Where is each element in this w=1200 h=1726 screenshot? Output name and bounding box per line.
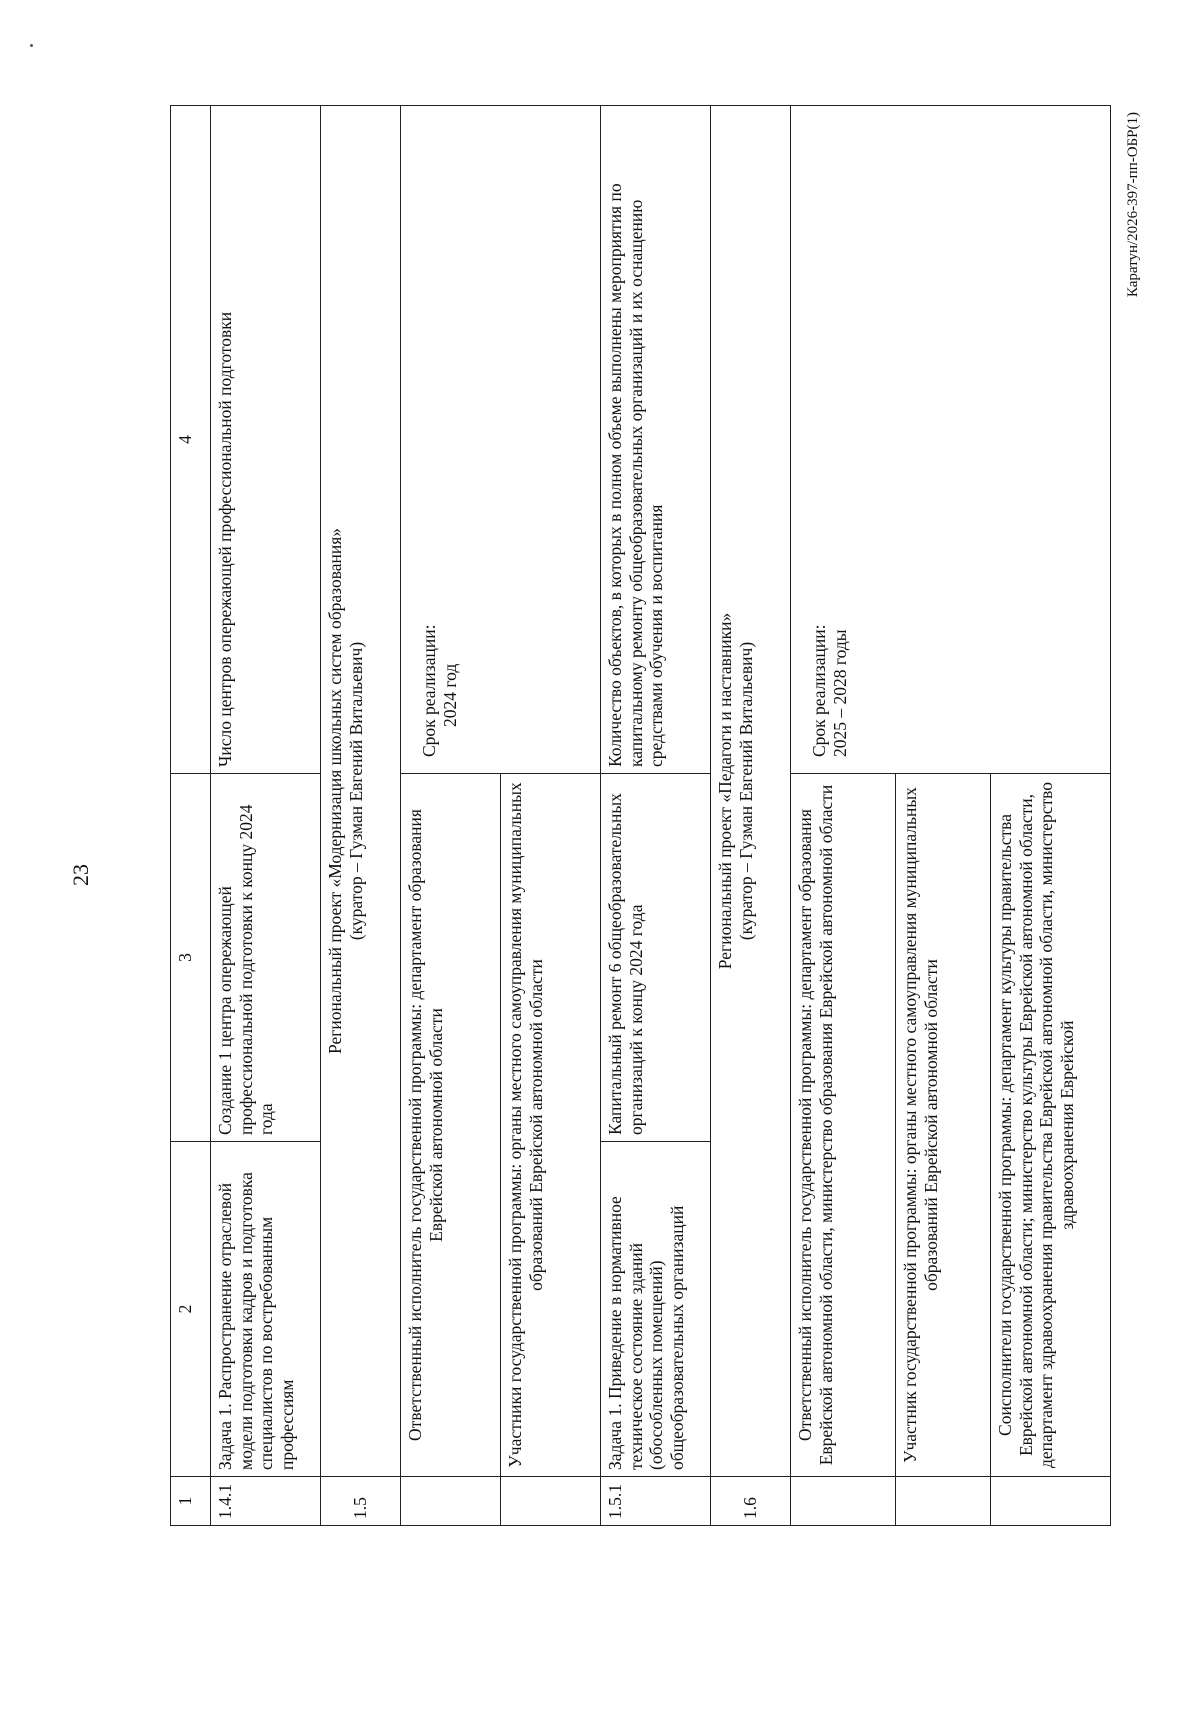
task-cell: Задача 1. Распространение отраслевой модели подготовки кадров и подготовка специалистов по востребованным профессиям [211,1142,321,1477]
program-table [170,105,1111,1526]
result-cell: Капитальный ремонт 6 общеобразовательных организаций к концу 2024 года [601,774,711,1142]
header-col-4: 4 [171,106,211,774]
header-col-2: 2 [171,1142,211,1477]
header-col-3: 3 [171,774,211,1142]
empty-cell [401,1477,501,1526]
document-code: Каратун/2026-397-пп-ОБР(1) [1125,112,1141,298]
project-title: Региональный проект «Модернизация школьных систем образования» [325,527,345,1055]
term-cell [401,106,601,774]
project-title: Региональный проект «Педагоги и наставники» [715,612,735,970]
table-header-row [171,106,211,1526]
term-cell [791,106,1111,774]
indicator-cell: Число центров опережающей профессиональной подготовки [211,106,321,774]
table-row-1-5 [321,106,401,1526]
table-row-1-6-executor [791,106,896,1526]
coexecutors-cell: Соисполнители государственной программы: департамент культуры правительства Еврейской автономной области; министерство культуры Еврейской автономной области, департамент здравоохранения правительства Еврейской автономной области, министерство здравоохранения Еврейской [991,774,1111,1477]
rotated-page-content [170,106,1182,1526]
task-cell: Задача 1. Приведение в нормативное техническое состояние зданий (обособленных помещений) общеобразовательных организаций [601,1142,711,1477]
empty-cell [896,1477,991,1526]
project-curator: (куратор – Гузман Евгений Витальевич) [345,641,366,941]
table-row-1-5-1 [601,106,711,1526]
empty-cell [791,1477,896,1526]
regional-project-heading [711,106,791,1477]
table-row-1-6 [711,106,791,1526]
table-row-1-5-executor [401,106,501,1526]
table-row-1-4-1 [211,106,321,1526]
term-label: Срок реализации: [419,624,439,757]
executor-cell: Ответственный исполнитель государственной программы: департамент образования Еврейской автономной области, министерство образования Еврейской автономной области [791,774,896,1477]
page-number: 23 [68,864,93,886]
regional-project-heading [321,106,401,1477]
executor-cell: Ответственный исполнитель государственной программы: департамент образования Еврейской автономной области [401,774,501,1477]
scan-speck [30,44,33,47]
row-number: 1.4.1 [211,1477,321,1526]
row-number: 1.6 [711,1477,791,1526]
empty-cell [991,1477,1111,1526]
empty-cell [501,1477,601,1526]
row-number: 1.5.1 [601,1477,711,1526]
row-number: 1.5 [321,1477,401,1526]
term-label: Срок реализации: [809,624,829,757]
term-value: 2025 – 2028 годы [829,629,850,757]
indicator-cell: Количество объектов, в которых в полном объеме выполнены мероприятия по капитальному ремонту общеобразовательных организаций и их оснащению средствами обучения и воспитания [601,106,711,774]
project-curator: (куратор – Гузман Евгений Витальевич) [735,641,756,941]
result-cell: Создание 1 центра опережающей профессиональной подготовки к концу 2024 года [211,774,321,1142]
header-col-1: 1 [171,1477,211,1526]
participants-cell: Участник государственной программы: органы местного самоуправления муниципальных образований Еврейской автономной области [896,774,991,1477]
term-value: 2024 год [439,663,460,727]
participants-cell: Участники государственной программы: органы местного самоуправления муниципальных образований Еврейской автономной области [501,774,601,1477]
